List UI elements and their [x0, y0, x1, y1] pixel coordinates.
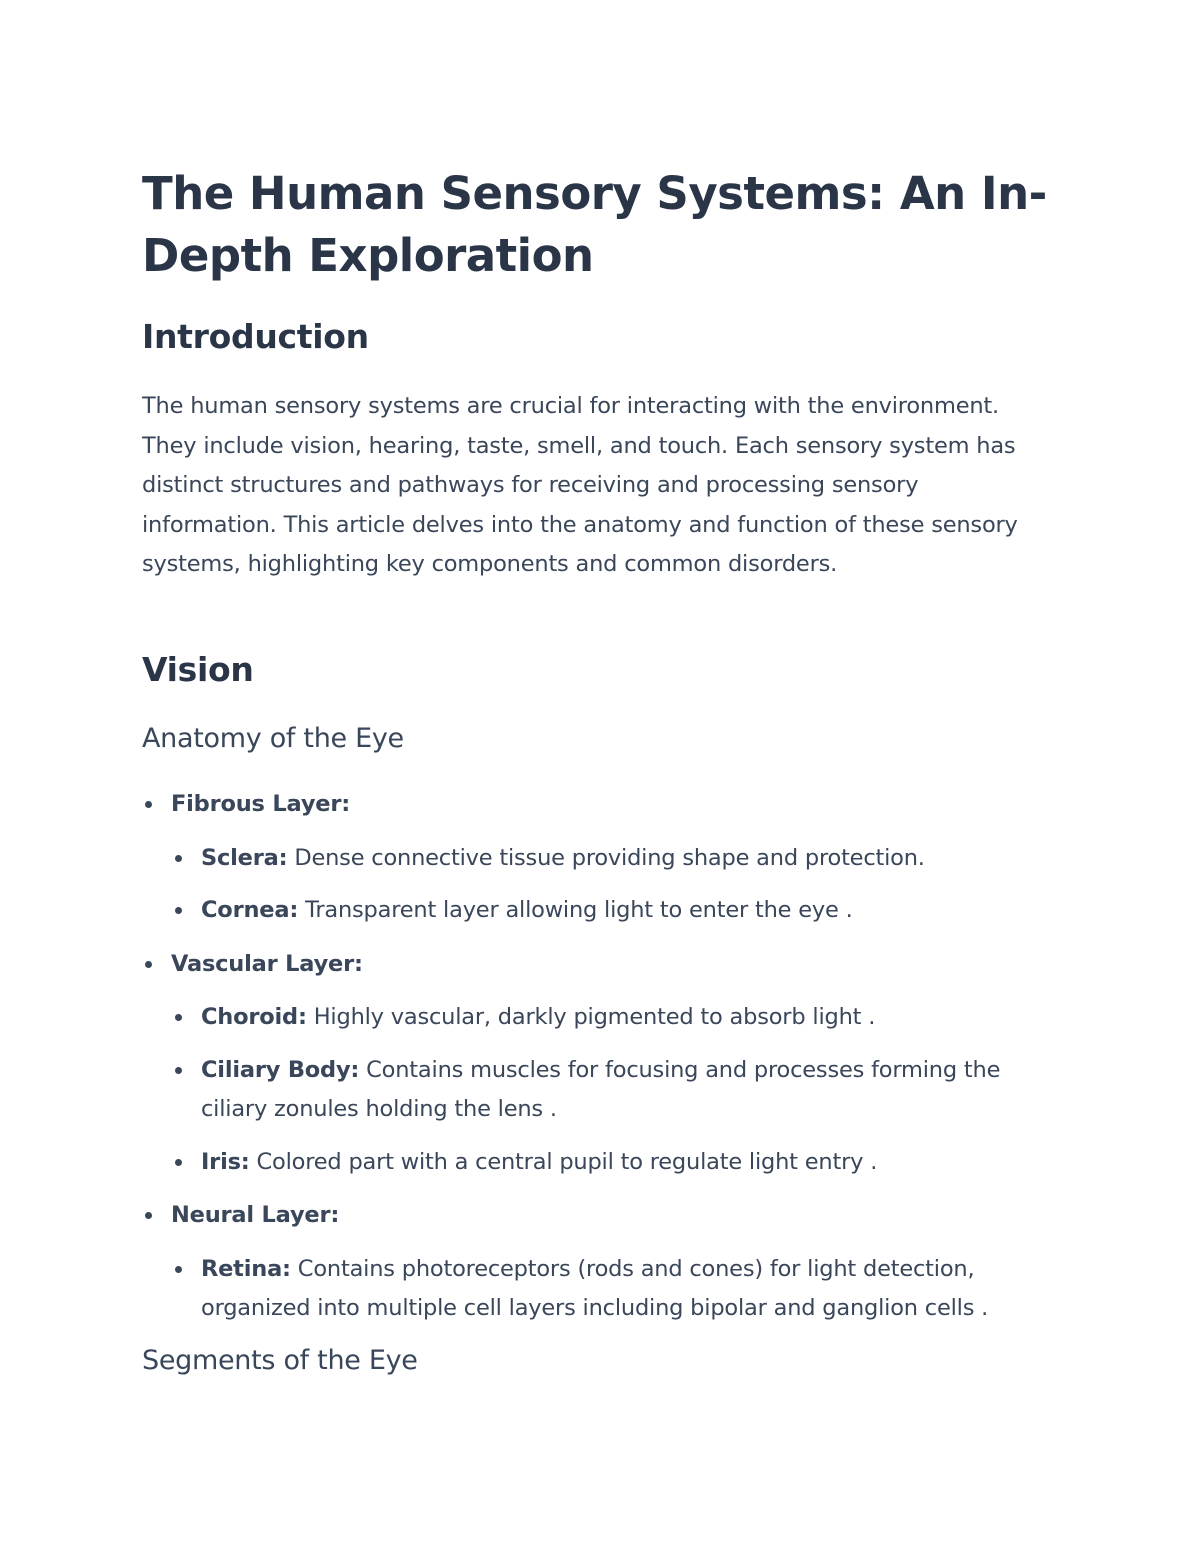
term-description: Colored part with a central pupil to regulate light entry .: [249, 1148, 878, 1175]
bullet-icon: [175, 855, 182, 862]
layer-label: Vascular Layer:: [171, 950, 363, 977]
anatomy-heading: Anatomy of the Eye: [142, 723, 404, 754]
document-page: [142, 163, 1072, 1376]
bullet-icon: [145, 1212, 152, 1219]
bullet-icon: [175, 1067, 182, 1074]
bullet-icon: [175, 1266, 182, 1273]
list-item-iris: [172, 1143, 1072, 1183]
bullet-icon: [175, 1159, 182, 1166]
list-item-cornea: [172, 891, 1072, 931]
list-item-fibrous-layer: [142, 785, 1072, 931]
term-label: Retina:: [201, 1255, 291, 1282]
segments-heading: Segments of the Eye: [142, 1345, 418, 1376]
term-description: Contains photoreceptors (rods and cones) for light detection, organized into multiple cell layers including bipolar and ganglion cells .: [201, 1255, 989, 1321]
vision-heading: Vision: [142, 650, 254, 689]
list-item-vascular-layer: [142, 945, 1072, 1183]
list-item-retina: [172, 1250, 1061, 1329]
list-item-neural-layer: [142, 1196, 1072, 1329]
bullet-icon: [175, 1014, 182, 1021]
page-title: The Human Sensory Systems: An In-Depth Exploration: [142, 167, 1047, 282]
term-label: Cornea:: [201, 897, 299, 923]
term-description: Dense connective tissue providing shape and protection.: [287, 844, 925, 871]
term-label: Ciliary Body:: [201, 1056, 360, 1083]
introduction-paragraph: The human sensory systems are crucial for interacting with the environment. They include vision, hearing, taste, smell, and touch. Each sensory system has distinct structures and pathways for receiving and processing sensory information. This article delves into the anatomy and function of these sensory systems, highlighting key components and common disorders.: [142, 393, 1018, 577]
introduction-heading: Introduction: [142, 317, 369, 356]
term-description: Highly vascular, darkly pigmented to absorb light .: [306, 1004, 876, 1030]
layer-label: Neural Layer:: [171, 1202, 340, 1228]
list-item-choroid: [172, 998, 1072, 1038]
bullet-icon: [145, 961, 152, 968]
term-label: Sclera:: [201, 844, 288, 871]
bullet-icon: [145, 801, 152, 808]
eye-layers-list: [142, 785, 1072, 1329]
term-label: Iris:: [201, 1148, 250, 1175]
list-item-ciliary-body: [172, 1051, 1031, 1130]
term-label: Choroid:: [201, 1004, 307, 1030]
term-description: Transparent layer allowing light to enter the eye .: [298, 897, 853, 923]
term-description: Contains muscles for focusing and processes forming the ciliary zonules holding the lens .: [201, 1056, 1001, 1122]
bullet-icon: [175, 907, 182, 914]
list-item-sclera: [172, 839, 1072, 879]
layer-label: Fibrous Layer:: [171, 791, 351, 817]
